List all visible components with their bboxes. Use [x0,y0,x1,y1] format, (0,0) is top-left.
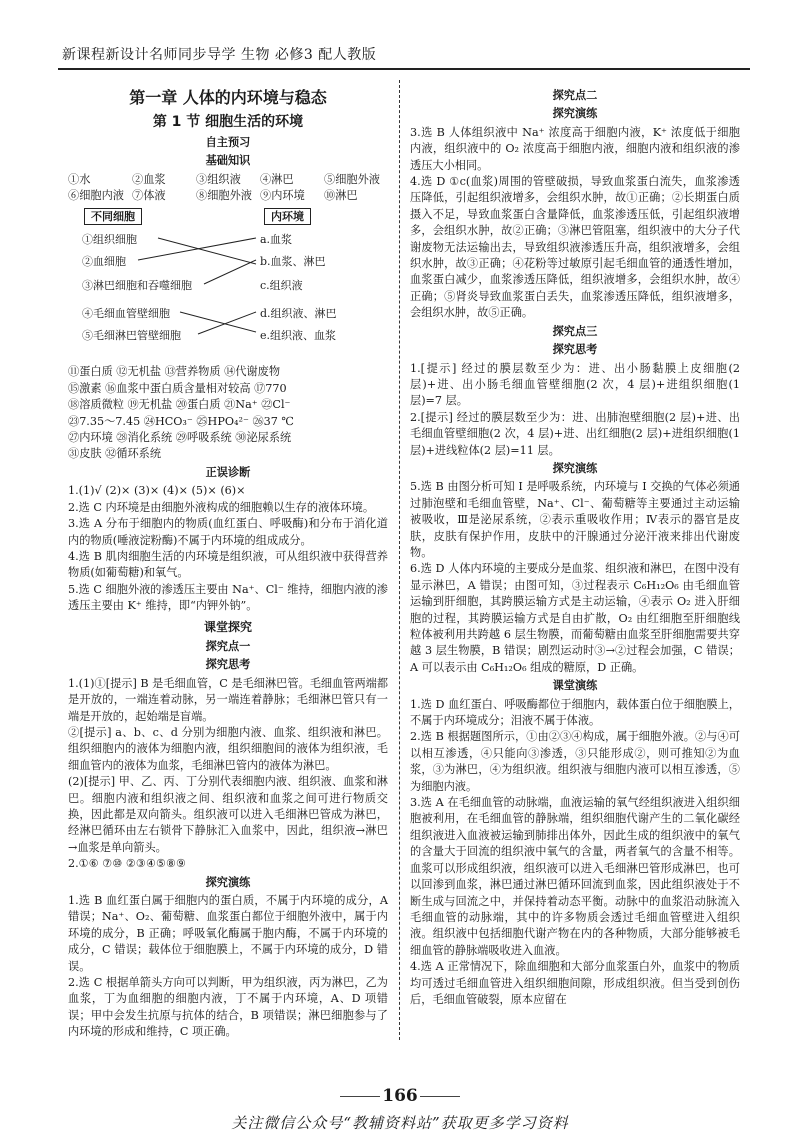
answer: ⑧细胞外液 [196,189,252,203]
match-line [138,238,256,260]
preview-answers [68,172,388,205]
answer-paragraph: 1.(1)①[提示] B 是毛细血管，C 是毛细淋巴管。毛细血管两端都是开放的，一端连着动脉，另一端连着静脉；毛细淋巴管只有一端是开放的，起始端是盲端。 [68,676,389,723]
match-left-4: ④毛细血管壁细胞 [82,307,170,321]
fill-line: ㉓7.35～7.45 ㉔HCO₃⁻ ㉕HPO₄²⁻ ㉖37 ℃ [68,414,294,428]
practice-heading: 探究演练 [205,875,251,889]
answer: ⑤细胞外液 [324,172,380,186]
section-title: 第 1 节 细胞生活的环境 [152,114,304,131]
answer: ⑥细胞内液 [68,189,124,203]
match-left-1: ①组织细胞 [82,233,137,247]
right-column [410,86,740,1008]
running-header: 新课程新设计名师同步导学 生物 必修3 配人教版 [62,47,377,63]
answer-paragraph: 1.[提示] 经过的膜层数至少为：进、出小肠黏膜上皮细胞(2 层)+进、出小肠毛细血管壁细胞(2 次，4 层)+进组织细胞(1 层)=7 层。 [410,361,740,408]
answer-paragraph: 4.选 D ①c(血浆)周围的管壁破损，导致血浆蛋白流失，血浆渗透压降低，引起组织液增多，会组织水肿，故①正确；②长期蛋白质摄入不足，导致血浆蛋白含量降低，血浆渗透压低，引起组织液增多，会组织水肿，故②正确；③淋巴管阻塞，组织液中的大分子代谢废物无法运输出去，导致组织液渗透压升高，组织液增多，会组织水肿，故③正确；④花粉等过敏原引起毛细血管的通透性增加，血浆蛋白减少，血浆渗透压降低，组织液增多，会组织水肿，故④正确；⑤肾炎导致血浆蛋白丢失，血浆渗透压降低，组织液增多，会组织水肿，故⑤正确。 [410,175,740,320]
match-right-a: a.血浆 [260,233,293,247]
left-column [68,86,388,1041]
answer-paragraph: 2.选 B 根据题图所示，①由②③④构成，属于细胞外液。②与④可以相互渗透，④只能向③渗透，③只能形成②，则可推知②为血浆，③为淋巴，④为组织液。组织液与细胞内液可以相互渗透，⑤为细胞内液。 [410,730,740,793]
diagnosis-item: 1.(1)√ (2)× (3)× (4)× (5)× (6)× [68,484,246,498]
preview-heading: 自主预习 [205,135,251,149]
answer-paragraph: 3.选 A 在毛细血管的动脉端，血液运输的氧气经组织液进入组织细胞被利用，在毛细血管的静脉端，组织细胞代谢产生的二氧化碳经组织液进入血液被运输到肺排出体外，因此生成的组织液中的氧气的含量大于回流的组织液中氧气的含量，两者氧气的含量不相等。血浆可以形成组织液，组织液可以进入毛细淋巴管形成淋巴，也可以回渗到血浆，淋巴通过淋巴循环回流到血浆，因此组织液处于不断生成与回流之中，并保持着动态平衡。动脉中的血浆沿动脉流入毛细血管的动脉端，其中的许多物质会透过毛细血管壁进入组织液。组织液中包括细胞代谢产物在内的各种物质，大部分能够被毛细血管的静脉端吸收进入血液。 [410,796,740,957]
practice-heading: 探究演练 [552,107,598,121]
answer-paragraph: 1.选 B 血红蛋白属于细胞内的蛋白质，不属于内环境的成分，A 错误；Na⁺、O₂、葡萄糖、血浆蛋白都位于细胞外液中，属于内环境的成分，B 正确；呼吸氧化酶属于胞内酶，不属于内环境的成分，C 错误；载体位于细胞膜上，不属于内环境的成分，D 错误。 [68,894,388,973]
answer: ②血浆 [132,172,166,186]
answer-paragraph: 6.选 D 人体内环境的主要成分是血浆、组织液和淋巴，在图中没有显示淋巴，A 错误；由图可知，③过程表示 C₆H₁₂O₆ 由毛细血管运输到肝细胞，其跨膜运输方式是主动运输，④表示 O₂ 进入肝细胞的过程，其跨膜运输方式是自由扩散，O₂ 由红细胞至肝细胞线粒体被利用共跨越 6 层生物膜，而葡萄糖由血浆至肝细胞需要共穿越 3 层生物膜，B 错误；剧烈运动时③→②过程会加强，C 错误；A 可以表示由 C₆H₁₂O₆ 组成的糖原，D 正确。 [410,562,740,674]
match-right-e: e.组织液、血浆 [260,329,337,343]
answer-paragraph: 1.选 D 血红蛋白、呼吸酶都位于细胞内，载体蛋白位于细胞膜上，不属于内环境成分；泪液不属于体液。 [410,697,740,728]
match-right-b: b.血浆、淋巴 [260,255,326,269]
diagnosis-item: 2.选 C 内环境是由细胞外液构成的细胞赖以生存的液体环境。 [68,500,375,514]
diagnosis-item: 3.选 A 分布于细胞内的物质(血红蛋白、呼吸酶)和分布于消化道内的物质(唾液淀粉酶)不属于内环境的组成成分。 [68,517,388,547]
fill-line: ㉗内环境 ㉘消化系统 ㉙呼吸系统 ㉚泌尿系统 [68,431,292,445]
matching-diagram [68,208,388,360]
footer-note: 关注微信公众号“教辅资料站”获取更多学习资料 [231,1114,569,1132]
left-header: 不同细胞 [84,208,142,225]
answer-paragraph: 3.选 B 人体组织液中 Na⁺ 浓度高于细胞内液，K⁺ 浓度低于细胞内液，组织液中的 O₂ 浓度高于细胞内液，细胞内液和组织液的渗透压大小相同。 [410,125,740,172]
answer-paragraph: 2.[提示] 经过的膜层数至少为：进、出肺泡壁细胞(2 层)+进、出毛细血管壁细胞(2 次，4 层)+进、出红细胞(2 层)+进组织细胞(1 层)+进线粒体(2 层)=11 层。 [410,410,740,457]
match-right-c: c.组织液 [260,279,303,293]
chapter-title: 第一章 人体的内环境与稳态 [129,88,327,107]
match-line [180,312,256,332]
match-left-2: ②血细胞 [82,255,126,269]
match-line [204,260,256,284]
answer: ⑩淋巴 [324,189,358,203]
point3-heading: 探究点三 [552,324,598,338]
practice-heading-2: 探究演练 [552,461,598,475]
answer-paragraph: 5.选 B 由图分析可知 I 是呼吸系统，内环境与 I 交换的气体必须通过肺泡壁和毛细血管壁，Na⁺、Cl⁻、葡萄糖等主要通过主动运输被吸收，Ⅲ是泌尿系统，②表示重吸收作用；Ⅳ表示的器官是皮肤，皮肤有保护作用，皮肤中的汗腺通过分泌汗液来排出代谢废物。 [410,480,740,559]
right-header: 内环境 [264,208,311,225]
point2-heading: 探究点二 [552,89,598,102]
answer-paragraph: 4.选 A 正常情况下，除血细胞和大部分血浆蛋白外，血浆中的物质均可透过毛细血管进入组织细胞间隙，形成组织液。但当受到创伤后，毛细血管破裂，原本应留在 [410,960,740,1006]
think-heading: 探究思考 [552,343,598,357]
page-number: 166 [382,1086,418,1106]
classroom-heading: 课堂探究 [203,619,252,634]
match-left-5: ⑤毛细淋巴管壁细胞 [82,329,181,343]
point1-heading: 探究点一 [205,639,251,653]
answer: ⑦体液 [132,189,166,203]
diagnosis-item: 5.选 C 细胞外液的渗透压主要由 Na⁺、Cl⁻ 维持，细胞内液的渗透压主要由 K⁺ 维持，即“内钾外钠”。 [68,582,388,613]
answer-paragraph: ②[提示] a、b、c、d 分别为细胞内液、血浆、组织液和淋巴。组织细胞内的液体为细胞内液，组织细胞间的液体为组织液，毛细血管内的液体为血浆，毛细淋巴管内的液体为淋巴。 [68,725,388,772]
fill-line: ⑱溶质微粒 ⑲无机盐 ⑳蛋白质 ㉑Na⁺ ㉒Cl⁻ [68,398,291,412]
answer-paragraph: (2)[提示] 甲、乙、丙、丁分别代表细胞内液、组织液、血浆和淋巴。细胞内液和组织液之间、组织液和血浆之间可进行物质交换，因此都是双向箭头。组织液可以进入毛细淋巴管成为淋巴，经淋巴循环由左右锁骨下静脉汇入血浆中，因此，组织液→淋巴→血浆是单向箭头。 [68,775,388,854]
answer: ①水 [68,172,91,186]
answer: ⑨内环境 [260,189,305,203]
fill-line: ⑪蛋白质 ⑫无机盐 ⑬营养物质 ⑭代谢废物 [68,365,281,379]
fill-line: ⑮激素 ⑯血浆中蛋白质含量相对较高 ⑰770 [68,381,287,395]
header-rule [58,68,750,70]
diagnosis-item: 4.选 B 肌肉细胞生活的内环境是组织液，可从组织液中获得营养物质(如葡萄糖)和氧气。 [68,549,388,580]
answer: ③组织液 [196,172,241,186]
think-heading: 探究思考 [205,658,251,672]
match-line [198,312,256,334]
answer: ④淋巴 [260,172,294,186]
match-right-d: d.组织液、淋巴 [260,307,337,321]
answer-paragraph: 2.①⑥ ⑦⑩ ②③④⑤⑧⑨ [68,857,187,871]
match-line [158,238,256,264]
fill-line: ㉛皮肤 ㉜循环系统 [68,447,162,461]
exercise-heading: 课堂演练 [552,679,598,693]
answer-paragraph: 2.选 C 根据单箭头方向可以判断，甲为组织液，丙为淋巴，乙为血浆，丁为血细胞的细胞内液，丁不属于内环境，A、D 项错误；甲中会发生抗原与抗体的结合，B 项错误；淋巴细胞参与了内环境的形成和维持，C 项正确。 [68,976,388,1039]
diagnosis-heading: 正误诊断 [205,465,251,479]
basic-knowledge-heading: 基础知识 [205,154,251,168]
column-divider [399,80,400,1040]
match-left-3: ③淋巴细胞和吞噬细胞 [82,279,192,293]
